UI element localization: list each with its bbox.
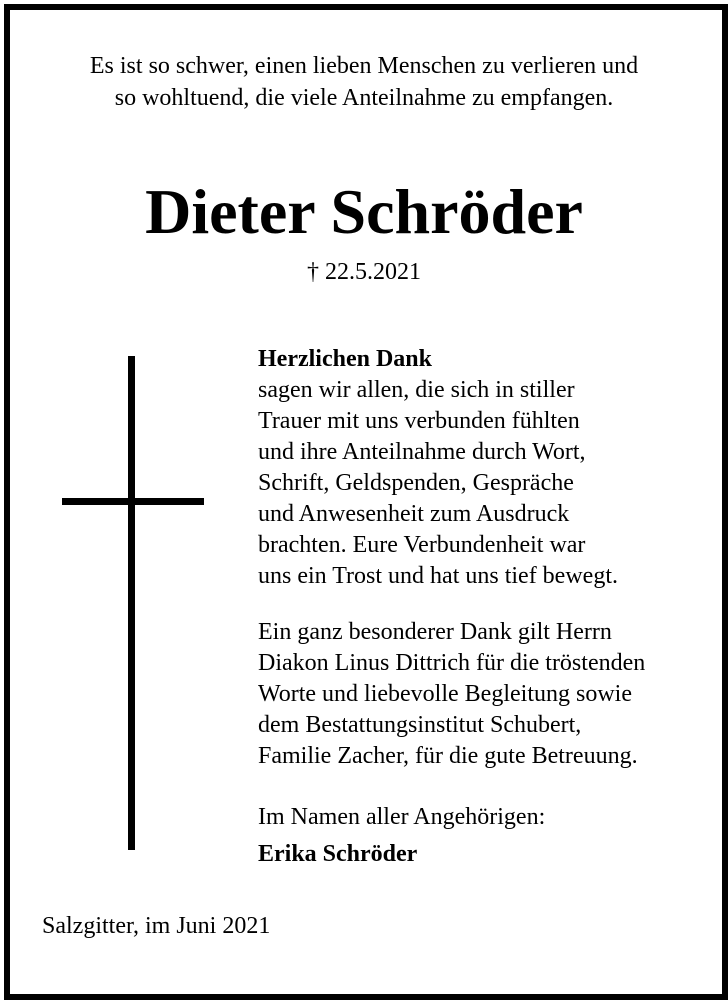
signature-block <box>258 802 545 870</box>
text-line: und ihre Anteilnahme durch Wort, <box>258 439 586 465</box>
text-line: Ein ganz besonderer Dank gilt Herrn <box>258 619 612 645</box>
cross-vertical-bar <box>128 356 135 850</box>
intro-line: Es ist so schwer, einen lieben Menschen zu verlieren und <box>89 53 639 79</box>
closing-line: Im Namen aller Angehörigen: <box>258 804 546 830</box>
death-date: † 22.5.2021 <box>307 259 421 285</box>
thanks-heading: Herzlichen Dank <box>258 346 432 372</box>
deceased-name: Dieter Schröder <box>145 176 583 247</box>
intro-line: so wohltuend, die viele Anteilnahme zu empfangen. <box>114 85 614 111</box>
text-line: uns ein Trost und hat uns tief bewegt. <box>258 563 618 589</box>
thanks-paragraph-2 <box>258 617 645 772</box>
text-line: dem Bestattungsinstitut Schubert, <box>258 712 582 738</box>
text-line: und Anwesenheit zum Ausdruck <box>258 501 570 527</box>
intro-text <box>0 50 728 114</box>
place-date: Salzgitter, im Juni 2021 <box>42 913 271 939</box>
text-line: Trauer mit uns verbunden fühlten <box>258 408 580 434</box>
thanks-paragraph-1 <box>258 344 618 592</box>
text-line: sagen wir allen, die sich in stiller <box>258 377 575 403</box>
cross-horizontal-bar <box>62 498 204 505</box>
signer-name: Erika Schröder <box>258 841 418 867</box>
text-line: Schrift, Geldspenden, Gespräche <box>258 470 574 496</box>
text-line: Worte und liebevolle Begleitung sowie <box>258 681 632 707</box>
text-line: Familie Zacher, für die gute Betreuung. <box>258 743 638 769</box>
text-line: brachten. Eure Verbundenheit war <box>258 532 586 558</box>
text-line: Diakon Linus Dittrich für die tröstenden <box>258 650 646 676</box>
